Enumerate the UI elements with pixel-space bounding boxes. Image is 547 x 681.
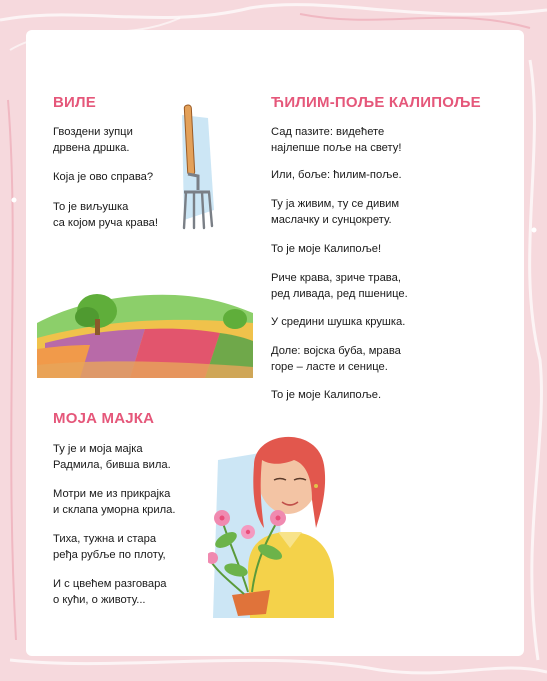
poem-majka-stanza [53, 532, 166, 563]
poem-title-majka: МОЈА МАЈКА [53, 410, 155, 427]
poem-cilim-stanza [271, 242, 381, 258]
poem-cilim-stanza [271, 197, 399, 228]
poem-cilim-stanza [271, 315, 405, 331]
poem-line: Или, боље: ћилим-поље. [271, 169, 402, 181]
poem-majka-stanza [53, 577, 167, 608]
poem-cilim-stanza [271, 125, 401, 156]
poem-line: Риче крава, зриче трава, [271, 272, 401, 284]
poem-line: То је моје Калипоље. [271, 389, 382, 401]
poem-line: Доле: војска буба, мрава [271, 345, 401, 357]
poem-line: ред ливада, ред пшенице. [271, 287, 408, 300]
poem-line: То је моје Калипоље! [271, 243, 382, 255]
poem-line: Која је ово справа? [53, 171, 154, 183]
poem-line: са којом руча крава! [53, 216, 159, 229]
poem-line: У средини шушка крушка. [271, 316, 406, 328]
poem-line: И с цвећем разговара [53, 578, 167, 590]
poem-line: Сад пазите: видећете [271, 126, 385, 138]
poem-line: маслачку и сунцокрету. [271, 213, 392, 226]
pitchfork-illustration [170, 100, 220, 232]
poem-line: дрвена дршка. [53, 141, 130, 154]
poem-line: Ту је и моја мајка [53, 443, 143, 455]
poem-line: Радмила, бивша вила. [53, 458, 171, 471]
poem-line: Ту ја живим, ту се дивим [271, 198, 400, 210]
poem-line: Тиха, тужна и стара [53, 533, 157, 545]
poem-line: рeђа рубље по плоту, [53, 548, 166, 561]
poem-majka-stanza [53, 487, 175, 518]
poem-line: Гвоздени зупци [53, 126, 133, 138]
mother-with-flowers-illustration [208, 420, 338, 618]
poem-line: о кући, о животу... [53, 593, 146, 606]
poem-cilim-stanza [271, 271, 408, 302]
poem-cilim-stanza [271, 344, 401, 375]
poem-cilim-stanza [271, 388, 381, 404]
poem-line: и склапа уморна крила. [53, 503, 176, 516]
poem-vile-stanza [53, 170, 153, 186]
poem-cilim-stanza [271, 168, 402, 184]
poem-line: горе – ласте и сенице. [271, 360, 388, 373]
poem-title-cilim: ЋИЛИМ-ПОЉЕ КАЛИПОЉЕ [271, 94, 481, 111]
poem-vile-stanza [53, 125, 133, 156]
poem-line: најлепше поље на свету! [271, 141, 402, 154]
poem-majka-stanza [53, 442, 171, 473]
patchwork-field-illustration [35, 283, 255, 383]
poem-vile-stanza [53, 200, 158, 231]
poem-line: То је виљушка [53, 201, 129, 213]
poem-title-vile: ВИЛЕ [53, 94, 96, 111]
poem-line: Мотри ме из прикрајка [53, 488, 171, 500]
